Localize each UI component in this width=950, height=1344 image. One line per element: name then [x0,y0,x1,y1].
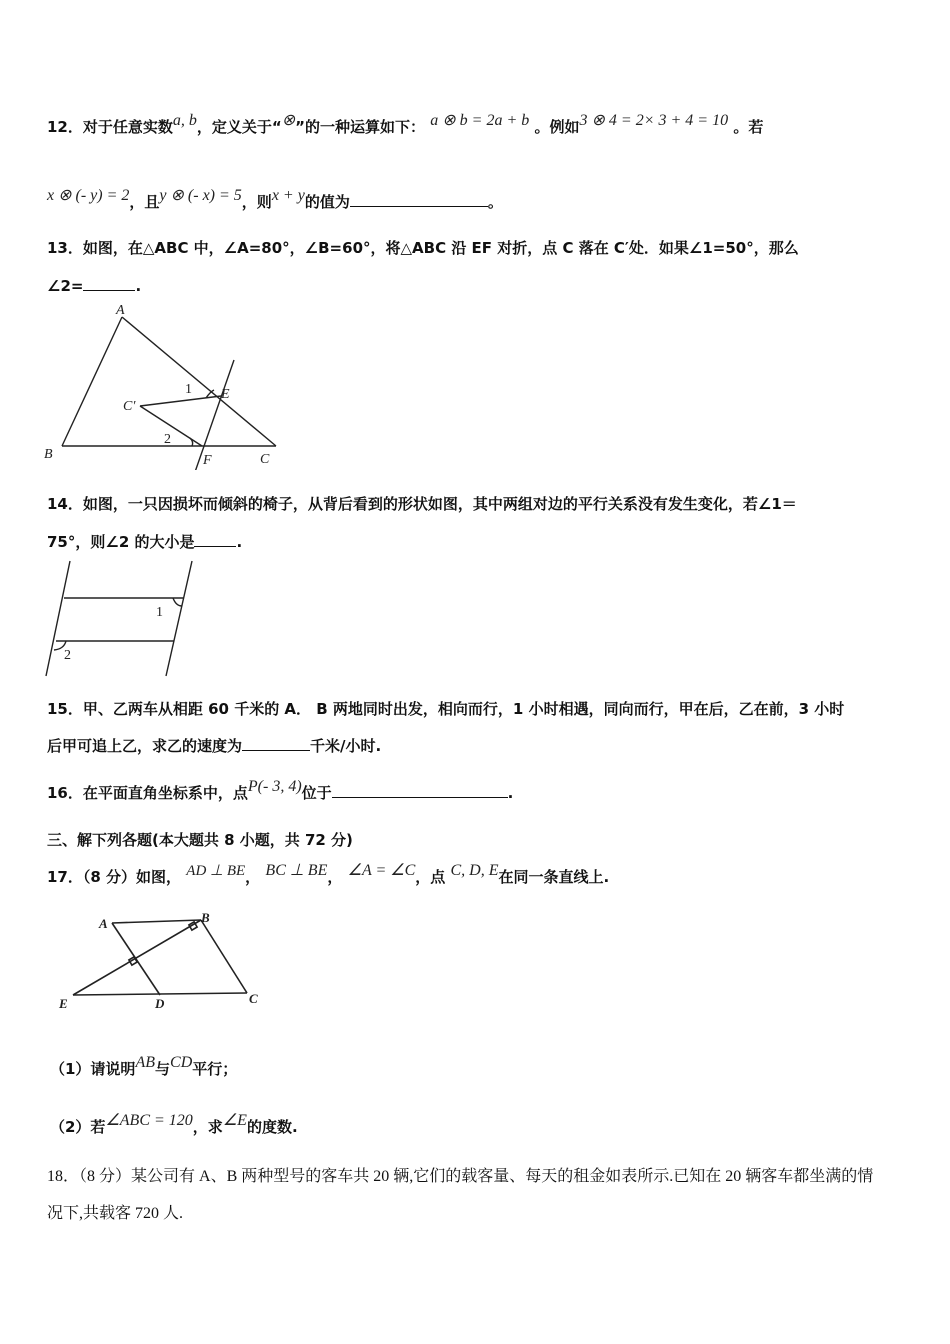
q17-sep1: ， [245,868,261,886]
label-angle-1: 1 [156,605,163,620]
q18-text1: （8 分）某公司有 A、B 两种型号的客车共 20 辆,它们的载客量、每天的租金如表所示.已知在 20 辆客车都坐满的情 [79,1168,874,1185]
q17-p2-angle: ∠ABC = 120 [105,1112,193,1129]
parallel-proof-figure [55,910,275,1020]
q18-line2: 况下,共载客 720 人. [47,1205,184,1222]
q13-line1: 13．如图，在△ABC 中，∠A=80°，∠B=60°，将△ABC 沿 EF 对折，点 C 落在 C′处．如果∠1=50°，那么 [47,239,799,257]
q17-line [47,862,610,887]
q18-line1 [47,1163,873,1186]
q17-part2 [50,1112,298,1137]
q17-points: C, D, E [450,862,499,879]
q17-p2-prefix: （2）若 [50,1118,106,1136]
label-a: A [116,303,125,318]
q17-condition-3: ∠A = ∠C [347,862,416,879]
q14-line2 [47,531,242,552]
label-angle-1: 1 [185,382,192,397]
edge-be [73,920,201,995]
edge-ac [122,317,276,446]
q12-line2 [47,187,503,212]
q15-text: 后甲可追上乙，求乙的速度为 [47,737,243,755]
angle-1-arc [173,598,182,606]
q17-p2-e: ∠E [222,1112,247,1129]
edge-bc [201,920,247,993]
q17-p2-mid: ，求 [192,1118,223,1136]
answer-blank [350,192,488,207]
q17-p1-end: 平行； [192,1060,238,1078]
q12-end: 。若 [733,118,764,136]
section-heading: 三、解下列各题(本大题共 8 小题，共 72 分) [47,831,353,849]
answer-blank [83,276,135,291]
q17-p2-end: 的度数. [246,1118,298,1136]
q16-mid: 位于 [301,784,332,802]
q17-part1 [50,1054,238,1079]
q13-angle2: ∠2= [47,277,84,295]
q13-line2 [47,276,141,295]
q17-condition-2: BC ⊥ BE [265,862,328,879]
q17-sep3: ，点 [415,868,446,886]
q17-p1-mid: 与 [155,1060,171,1078]
edge-ab [112,920,201,923]
label-c: C [260,452,270,467]
q15-line2 [47,735,381,756]
triangle-fold-figure [40,300,280,470]
q16-prefix: 16．在平面直角坐标系中，点 [47,784,248,802]
label-e: E [59,996,68,1011]
q17-end: 在同一条直线上. [498,868,610,886]
edge-cprime-f [140,406,202,446]
label-b: B [201,910,210,925]
label-cprime: C′ [123,399,136,414]
chair-figure [40,558,200,683]
q12-example: 3 ⊗ 4 = 2× 3 + 4 = 10 [579,112,729,129]
edge-ec [73,993,247,995]
q18-num: 18． [47,1168,80,1185]
q12-mid1: ，定义关于“ [196,118,282,136]
q13-end: . [135,277,142,295]
q12-definition: a ⊗ b = 2a + b [430,112,530,129]
edge-cprime-e [140,396,221,406]
q16-point: P(- 3, 4) [247,778,302,795]
q12-condition-2: y ⊗ (- x) = 5 [159,187,242,204]
label-d: D [155,996,165,1011]
label-a: A [99,916,108,931]
q12-ask: 的值为 [304,193,350,211]
q15-end: 千米/小时. [310,737,382,755]
q12-prefix: 12．对于任意实数 [47,118,173,136]
q12-period: 。 [487,193,503,211]
q17-p1-ab: AB [135,1054,155,1071]
q12-condition-1: x ⊗ (- y) = 2 [47,187,130,204]
label-angle-2: 2 [64,648,71,663]
q12-mid2: ”的一种运算如下： [295,118,425,136]
q14-end: . [236,533,243,551]
label-angle-2: 2 [164,432,171,447]
q12-mid3: 。例如 [534,118,580,136]
q12-line1 [47,112,764,137]
q16-line [47,778,514,803]
edge-ab [62,317,122,446]
q17-prefix: 17．（8 分）如图， [47,868,182,886]
q12-operator: ⊗ [281,112,296,129]
q14-line1: 14．如图，一只因损坏而倾斜的椅子，从背后看到的形状如图，其中两组对边的平行关系没有发生变化，若∠1＝ [47,495,797,513]
q17-sep2: ， [327,868,343,886]
label-b: B [44,447,53,462]
label-c: C [249,991,258,1006]
label-e: E [221,387,230,402]
fold-line-ef [195,360,234,470]
q16-end: . [507,784,514,802]
answer-blank [194,532,236,547]
q15-line1: 15．甲、乙两车从相距 60 千米的 A． B 两地同时出发，相向而行，1 小时相遇，同向而行，甲在后，乙在前，3 小时 [47,700,845,718]
q17-p1-cd: CD [170,1054,193,1071]
q12-then: ，则 [241,193,272,211]
answer-blank [332,783,508,798]
q12-and: ，且 [129,193,160,211]
answer-blank [242,736,310,751]
q17-condition-1: AD ⊥ BE [186,863,246,879]
q14-text: 75°，则∠2 的大小是 [47,533,195,551]
label-f: F [203,453,212,468]
chair-leg-right [166,561,192,676]
q12-expression: x + y [271,187,305,204]
q12-var-ab: a, b [172,112,197,129]
q17-p1-prefix: （1）请说明 [50,1060,136,1078]
